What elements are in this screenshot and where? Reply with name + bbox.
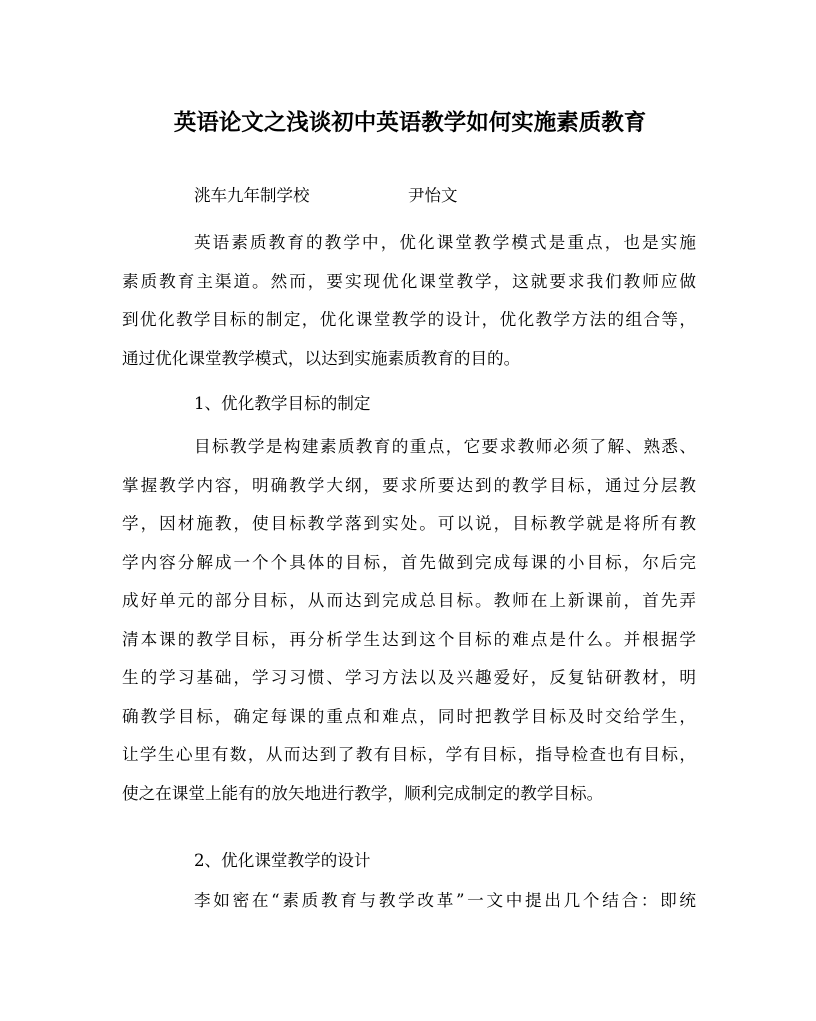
paragraph-line: 使之在课堂上能有的放矢地进行教学，顺利完成制定的教学目标。: [122, 783, 604, 803]
paragraph-line: 学内容分解成一个个具体的目标，首先做到完成每课的小目标，尔后完: [122, 552, 696, 572]
paragraph-line: 目标教学是构建素质教育的重点，它要求教师必须了解、熟悉、: [194, 437, 696, 456]
section2-paragraph: [122, 882, 696, 921]
paragraph-line: 英语素质教育的教学中，优化课堂教学模式是重点，也是实施: [194, 233, 696, 252]
paragraph-line: 李如密在“素质教育与教学改革”一文中提出几个结合：即统: [194, 891, 696, 910]
document-title: 英语论文之浅谈初中英语教学如何实施素质教育: [173, 110, 647, 136]
paragraph-line: 掌握教学内容，明确教学大纲，要求所要达到的教学目标，通过分层教: [122, 475, 696, 495]
paragraph-line: 成好单元的部分目标，从而达到完成总目标。教师在上新课前，首先弄: [122, 591, 696, 610]
section2-heading: 2、优化课堂教学的设计: [194, 851, 371, 870]
paragraph-line: 清本课的教学目标，再分析学生达到这个目标的难点是什么。并根据学: [122, 629, 696, 649]
intro-paragraph: [122, 224, 696, 378]
section1-heading: 1、优化教学目标的制定: [194, 394, 371, 413]
paragraph-line: 素质教育主渠道。然而，要实现优化课堂教学，这就要求我们教师应做: [122, 271, 696, 291]
paragraph-line: 让学生心里有数，从而达到了教有目标，学有目标，指导检查也有目标，: [122, 745, 696, 764]
paragraph-line: 生的学习基础，学习习惯、学习方法以及兴趣爱好，反复钻研教材，明: [122, 668, 696, 687]
section1-paragraph: [122, 428, 696, 813]
paragraph-line: 确教学目标，确定每课的重点和难点，同时把教学目标及时交给学生，: [122, 706, 696, 726]
author-name: 尹怡文: [408, 186, 458, 205]
byline: [0, 180, 816, 212]
paragraph-line: 通过优化课堂教学模式，以达到实施素质教育的目的。: [122, 348, 521, 368]
paragraph-line: 学，因材施教，使目标教学落到实处。可以说，目标教学就是将所有教: [122, 514, 696, 533]
paragraph-line: 到优化教学目标的制定，优化课堂教学的设计，优化教学方法的组合等，: [122, 310, 696, 329]
school-name: 洮车九年制学校: [194, 186, 310, 205]
